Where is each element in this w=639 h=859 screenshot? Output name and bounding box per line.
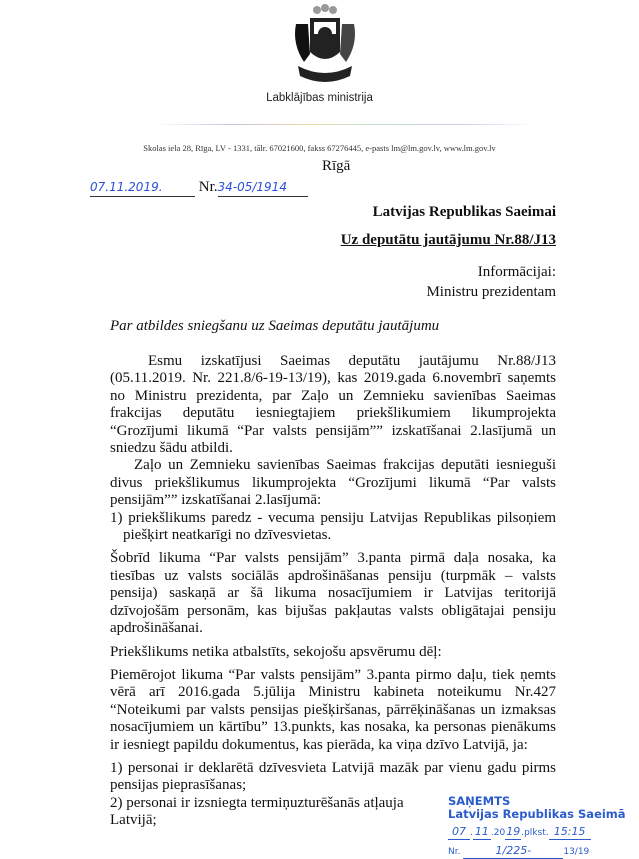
received-stamp bbox=[448, 795, 628, 859]
list-item: 2) personai ir izsniegta termiņuzturēšanās atļauja Latvijā; bbox=[110, 794, 404, 829]
stamp-month: 11 bbox=[474, 824, 489, 838]
list-item: 1) priekšlikums paredz - vecuma pensiju Latvijas Republikas pilsoņiem piešķirt neatkarīgi no dzīvesvietas. bbox=[110, 509, 556, 544]
letter-title: Par atbildes sniegšanu uz Saeimas deputātu jautājumu bbox=[110, 318, 440, 334]
paragraph: Esmu izskatījusi Saeimas deputātu jautājumu Nr.88/J13 (05.11.2019. Nr. 221.8/6-19-13/19), kas 2019.gada 6.novembrī saņemts no Ministru prezidenta, par Zaļo un Zemnieku savienības Saeimas frakcijas deputātu iesniegtajiem priekšlikumiem likumprojekta “Grozījumi likumā “Par valsts pensijām”” izskatīšanai 2.lasījumā un sniedzu šādu atbildi. bbox=[110, 353, 556, 457]
stamp-date-row: 07 . 11 .2019.plkst. 15:15 bbox=[448, 825, 628, 840]
ministry-address: Skolas iela 28, Rīga, LV - 1331, tālr. 67021600, fakss 67276445, e-pasts lm@lm.gov.lv, www.lm.gov.lv bbox=[143, 143, 496, 153]
place: Rīgā bbox=[322, 158, 351, 174]
stamp-nr-label: Nr. bbox=[448, 846, 461, 857]
stamp-number-row bbox=[448, 844, 628, 859]
stamp-time-label: plkst. bbox=[524, 827, 549, 838]
paragraph: Šobrīd likuma “Par valsts pensijām” 3.panta pirmā daļa nosaka, ka tiesības uz valsts sociālās apdrošināšanas pensiju (turpmāk – valsts pensija) saskaņā ar šā likuma nosacījumiem ir Latvijas teritorijā dzīvojošām personām, kas bijušas pakļautas valsts obligātajai pensiju apdrošināšanai. bbox=[110, 550, 556, 637]
stamp-year-prefix: 20 bbox=[493, 827, 506, 838]
handwritten-number: 34-05/1914 bbox=[218, 178, 308, 197]
stamp-org: Latvijas Republikas Saeimā bbox=[448, 806, 626, 821]
stamp-year: 19 bbox=[506, 824, 521, 838]
ministry-name: Labklājības ministrija bbox=[266, 92, 373, 104]
stamp-day: 07 bbox=[448, 825, 470, 840]
stamp-nr: 1/225- bbox=[463, 844, 563, 859]
paragraph: Piemērojot likuma “Par valsts pensijām” 3.panta pirmo daļu, tiek ņemts vērā arī 2016.gada 5.jūlija Ministru kabineta noteikumu Nr.427 “Noteikumi par valsts pensijas piešķiršanas, pārrēķināšanas un izmaksas nosacījumiem un kārtību” 13.punkts, kas nosaka, ka personas pienākums ir iesniegt papildu dokumentus, kas pierāda, ka viņa dzīvo Latvijā, ja: bbox=[110, 666, 556, 753]
letter-body bbox=[110, 353, 626, 859]
info-label: Informācijai: bbox=[477, 264, 556, 280]
stamp-nr-suffix: 13/19 bbox=[563, 846, 590, 857]
subject: Uz deputātu jautājumu Nr.88/J13 bbox=[340, 232, 556, 248]
paragraph: Zaļo un Zemnieku savienības Saeimas frakcijas deputāti iesnieguši divus priekšlikumus likumprojekta “Grozījumi likumā “Par valsts pensijām”” izskatīšanai 2.lasījumā: bbox=[110, 457, 556, 509]
info-recipient-name: Ministru prezidentam bbox=[426, 284, 556, 300]
addressee: Latvijas Republikas Saeimai bbox=[372, 204, 556, 220]
number-label: Nr. bbox=[198, 179, 218, 195]
list-item: 1) personai ir deklarētā dzīvesvieta Latvijā mazāk par vienu gadu pirms pensijas pieprasīšanas; bbox=[110, 759, 556, 794]
info-recipient bbox=[426, 262, 556, 302]
stamp-time: 15:15 bbox=[549, 825, 591, 840]
last-row bbox=[110, 793, 626, 859]
letterhead-divider bbox=[155, 124, 535, 125]
handwritten-date: 07.11.2019. bbox=[90, 178, 195, 197]
date-number-line bbox=[90, 178, 330, 198]
paragraph: Priekšlikums netika atbalstīts, sekojošu apsvērumu dēļ: bbox=[110, 643, 442, 660]
coat-of-arms-icon bbox=[290, 4, 360, 90]
stamp-title: SAŅEMTS bbox=[448, 793, 511, 808]
